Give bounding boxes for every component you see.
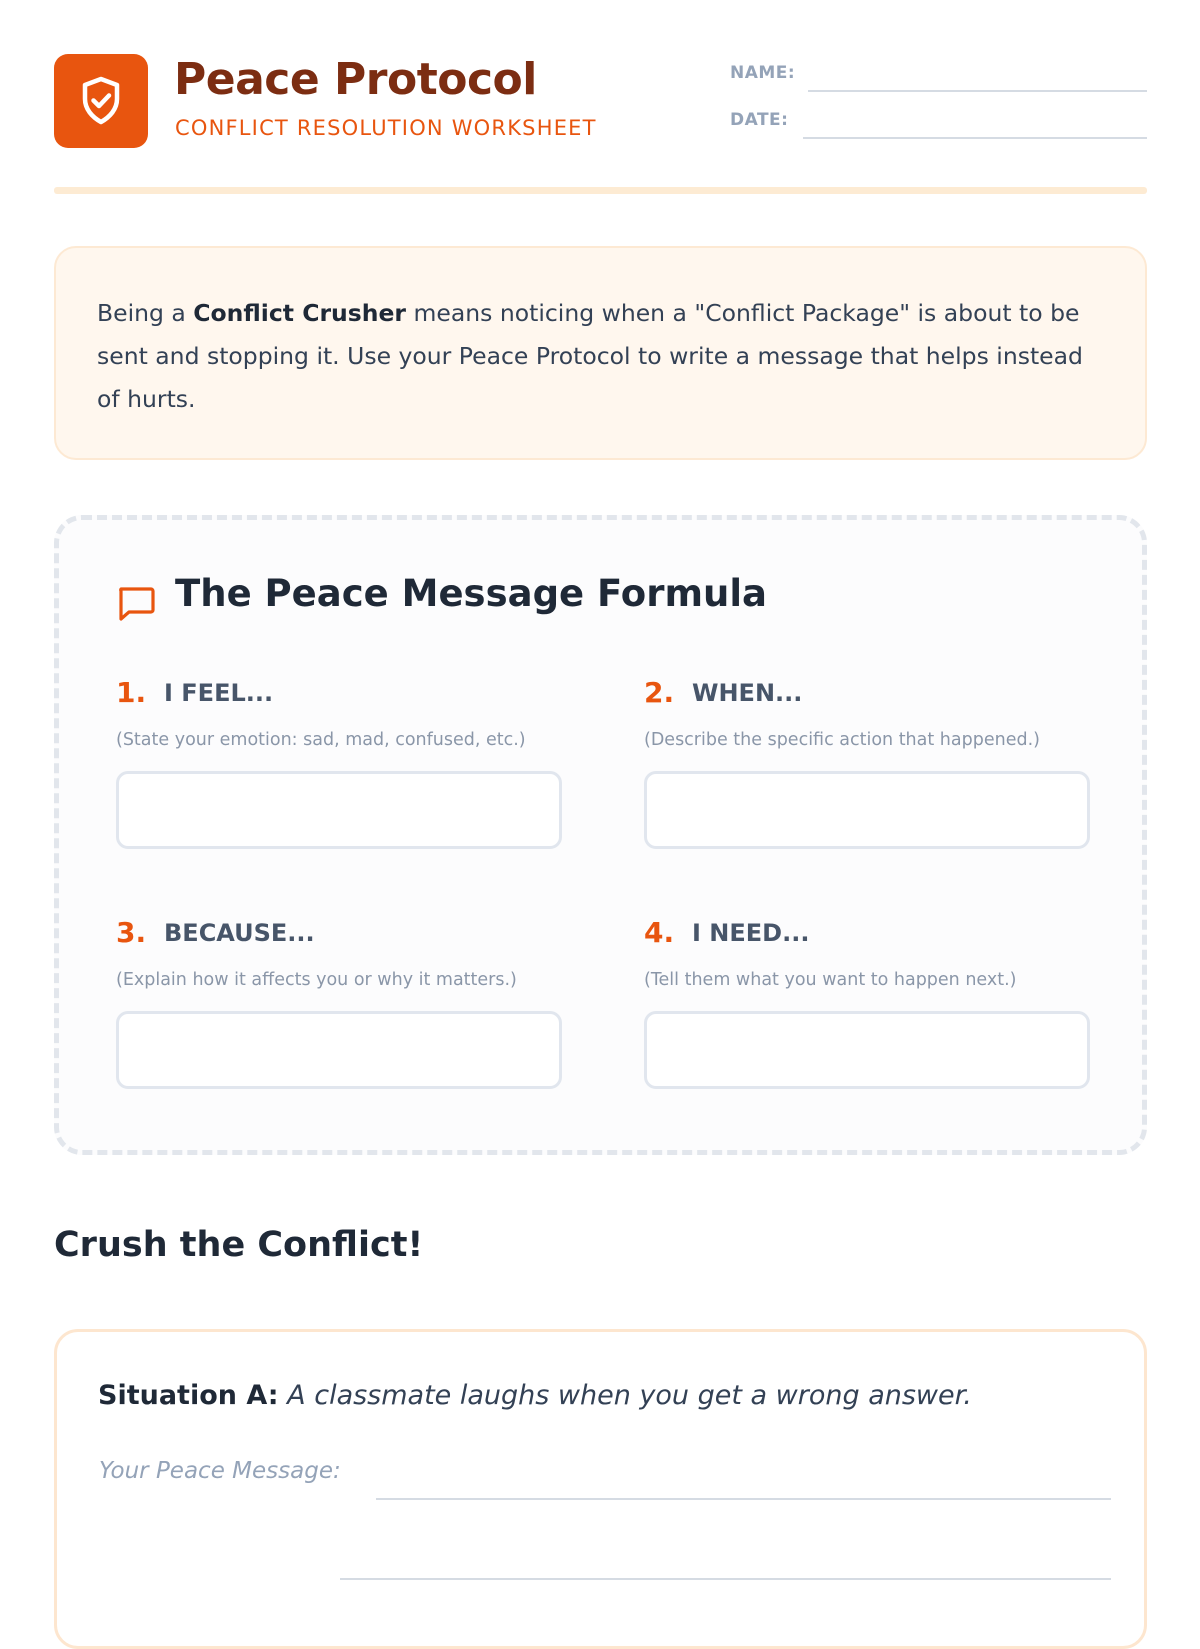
answer-line-1[interactable]: [376, 1498, 1111, 1500]
intro-prefix: Being a: [97, 299, 194, 327]
name-field[interactable]: [808, 90, 1147, 92]
header-divider: [54, 187, 1147, 194]
step-label: WHEN...: [692, 679, 803, 707]
name-label: NAME:: [730, 63, 796, 83]
shield-check-icon: [78, 75, 124, 127]
step-label: I NEED...: [692, 919, 810, 947]
situation-description: A classmate laughs when you get a wrong answer.: [287, 1380, 972, 1411]
step-i-feel: [116, 676, 562, 750]
section-title: Crush the Conflict!: [54, 1225, 424, 1265]
step-when: [644, 676, 1090, 750]
peace-message-label: Your Peace Message:: [99, 1458, 341, 1484]
step-label: BECAUSE...: [164, 919, 315, 947]
step-number: 2.: [644, 676, 675, 709]
because-input[interactable]: [116, 1011, 562, 1089]
speech-bubble-icon: [116, 585, 156, 623]
situation-a-text: [98, 1380, 972, 1411]
intro-bold: Conflict Crusher: [193, 299, 407, 327]
answer-line-2[interactable]: [340, 1578, 1111, 1580]
step-hint: (Explain how it affects you or why it matters.): [116, 970, 517, 990]
worksheet-header: [54, 54, 1147, 154]
page-title: Peace Protocol: [174, 54, 537, 105]
step-hint: (Tell them what you want to happen next.): [644, 970, 1017, 990]
page-subtitle: CONFLICT RESOLUTION WORKSHEET: [175, 116, 597, 140]
logo: [54, 54, 148, 148]
when-input[interactable]: [644, 771, 1090, 849]
step-hint: (State your emotion: sad, mad, confused, etc.): [116, 730, 526, 750]
i-feel-input[interactable]: [116, 771, 562, 849]
step-i-need: [644, 916, 1090, 990]
step-because: [116, 916, 562, 990]
peace-formula-card: [54, 515, 1147, 1155]
situation-a-card: [54, 1329, 1147, 1649]
step-hint: (Describe the specific action that happened.): [644, 730, 1040, 750]
i-need-input[interactable]: [644, 1011, 1090, 1089]
formula-title: The Peace Message Formula: [175, 572, 768, 615]
intro-rest: means noticing when a "Conflict Package" is about to be sent and stopping it. Use your Peace Protocol to write a message that helps instead of hurts.: [97, 299, 1083, 413]
step-label: I FEEL...: [164, 679, 274, 707]
date-label: DATE:: [730, 110, 789, 130]
step-number: 4.: [644, 916, 675, 949]
date-field[interactable]: [803, 137, 1147, 139]
step-number: 1.: [116, 676, 147, 709]
intro-box: [54, 246, 1147, 460]
situation-label: Situation A:: [98, 1380, 279, 1411]
step-number: 3.: [116, 916, 147, 949]
